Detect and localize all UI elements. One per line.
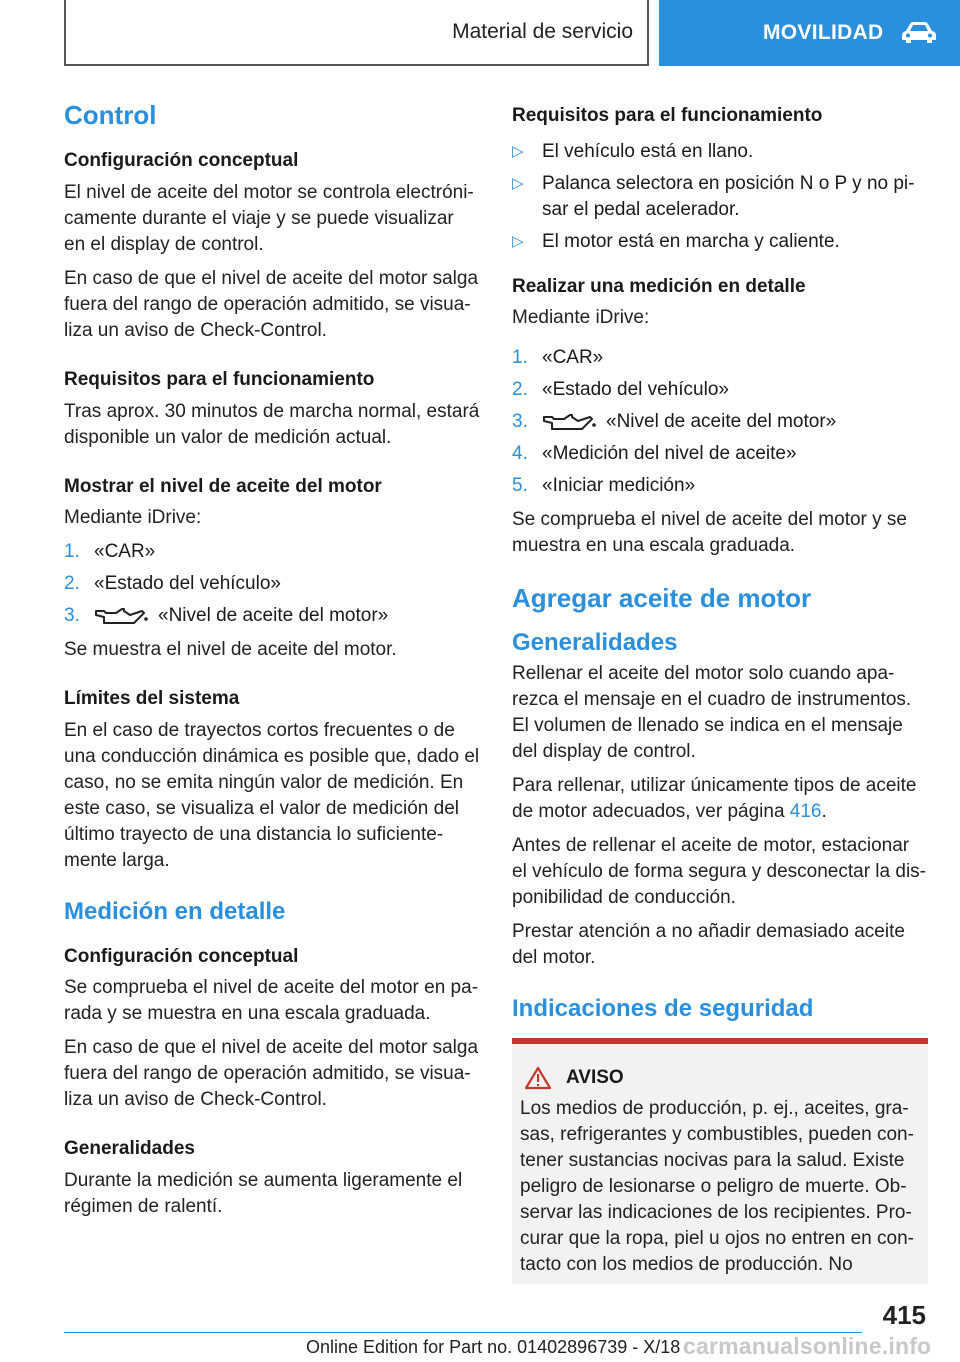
list-item: 1. «CAR» (512, 347, 604, 369)
paragraph: Se comprueba el nivel de aceite del motor y se muestra en una escala graduada. (512, 509, 907, 557)
triangle-bullet-icon: ▷ (512, 142, 524, 160)
list-item: 1. «CAR» (64, 541, 156, 563)
list-item: 5. «Iniciar medición» (512, 475, 696, 497)
left-column (64, 100, 480, 1228)
chapter-label: MOVILIDAD (763, 21, 884, 44)
subheading: Configuración conceptual (64, 945, 299, 967)
right-column (512, 104, 928, 1284)
paragraph: Antes de rellenar el aceite de motor, estacionar el vehículo de forma segura y desconectar la dis‐ponibilidad de conducción. (512, 835, 926, 909)
paragraph: Se comprueba el nivel de aceite del motor en pa‐rada y se muestra en una escala graduada. (64, 977, 479, 1025)
paragraph: Prestar atención a no añadir demasiado aceite del motor. (512, 921, 905, 969)
list-item: 3. «Nivel de aceite del motor» (64, 605, 389, 627)
oil-can-icon (94, 605, 150, 627)
list-item: ▷ El vehículo está en llano. (512, 139, 928, 165)
subheading: Requisitos para el funcionamiento (64, 368, 375, 390)
warning-title: AVISO (566, 1067, 624, 1089)
subheading: Realizar una medición en detalle (512, 275, 806, 297)
page-header (0, 0, 960, 66)
warning-box (512, 1038, 928, 1284)
paragraph: Tras aprox. 30 minutos de marcha normal, estará disponible un valor de medición actual. (64, 400, 480, 448)
paragraph: Se muestra el nivel de aceite del motor. (64, 639, 397, 661)
page-number: 415 (882, 1300, 926, 1330)
triangle-bullet-icon: ▷ (512, 232, 524, 250)
warning-triangle-icon (524, 1066, 552, 1090)
step-list (512, 345, 928, 499)
car-icon (900, 21, 938, 45)
subheading: Límites del sistema (64, 688, 240, 710)
section-title-medicion: Medición en detalle (64, 897, 286, 925)
subheading: Mostrar el nivel de aceite del motor (64, 475, 382, 497)
paragraph: Mediante iDrive: (512, 307, 650, 329)
section-label: Material de servicio (452, 20, 633, 43)
paragraph: Para rellenar, utilizar únicamente tipos de aceite de motor adecuados, ver página 416. (512, 775, 917, 823)
list-item: 3. «Nivel de aceite del motor» (512, 411, 837, 433)
list-item: ▷ El motor está en marcha y caliente. (512, 229, 928, 255)
warning-text: Los medios de producción, p. ej., aceites, gra‐sas, refrigerantes y combustibles, pueden con‐tener sustancias nocivas para la salud. Existe peligro de lesionarse o peligro de muerte. Ob‐servar las indicaciones de los recipientes. Pro‐curar que la ropa, piel u ojos no entren en con‐tacto con los medios de producción. No (520, 1098, 914, 1276)
section-subtitle-generalidades: Generalidades (512, 628, 678, 656)
section-title-control: Control (64, 100, 157, 130)
paragraph: En caso de que el nivel de aceite del motor salga fuera del rango de operación admitido, se visua‐liza un aviso de Check-Control. (64, 267, 479, 341)
section-subtitle-seguridad: Indicaciones de seguridad (512, 995, 814, 1023)
subheading: Generalidades (64, 1138, 195, 1160)
paragraph: Durante la medición se aumenta ligeramente el régimen de ralentí. (64, 1170, 463, 1218)
list-item: 4. «Medición del nivel de aceite» (512, 443, 797, 465)
requirement-list (512, 139, 928, 255)
step-list (64, 539, 480, 629)
chapter-tab (659, 0, 960, 66)
list-item: 2. «Estado del vehículo» (512, 379, 729, 401)
section-title-agregar: Agregar aceite de motor (512, 583, 812, 614)
subheading: Requisitos para el funcionamiento (512, 105, 823, 126)
edition-text: Online Edition for Part no. 01402896739 - X/18 (306, 1337, 681, 1357)
warning-header (520, 1066, 920, 1090)
watermark-logo: carmanualsonline.info (683, 1333, 932, 1359)
paragraph: En el caso de trayectos cortos frecuentes o de una conducción dinámica es posible que, dado el caso, no se emita ningún valor de medición. En este caso, se visualiza el valor de medición del último trayecto de una distancia lo suficiente‐mente larga. (64, 719, 480, 871)
paragraph: En caso de que el nivel de aceite del motor salga fuera del rango de operación admitido, se visua‐liza un aviso de Check-Control. (64, 1037, 479, 1111)
triangle-bullet-icon: ▷ (512, 174, 524, 192)
list-item: 2. «Estado del vehículo» (64, 573, 281, 595)
list-item: ▷ Palanca selectora en posición N o P y no pi‐sar el pedal acelerador. (512, 172, 915, 220)
oil-can-icon (542, 411, 598, 433)
section-tab (64, 0, 649, 66)
paragraph: Rellenar el aceite del motor solo cuando apa‐rezca el mensaje en el cuadro de instrumentos. El volumen de llenado se indica en el mensaje del display de control. (512, 663, 912, 763)
paragraph: Mediante iDrive: (64, 507, 202, 529)
page-link[interactable]: 416 (789, 801, 822, 823)
paragraph: El nivel de aceite del motor se controla electróni‐camente durante el viaje y se puede visualizar en el display de control. (64, 181, 474, 255)
subheading: Configuración conceptual (64, 150, 299, 172)
